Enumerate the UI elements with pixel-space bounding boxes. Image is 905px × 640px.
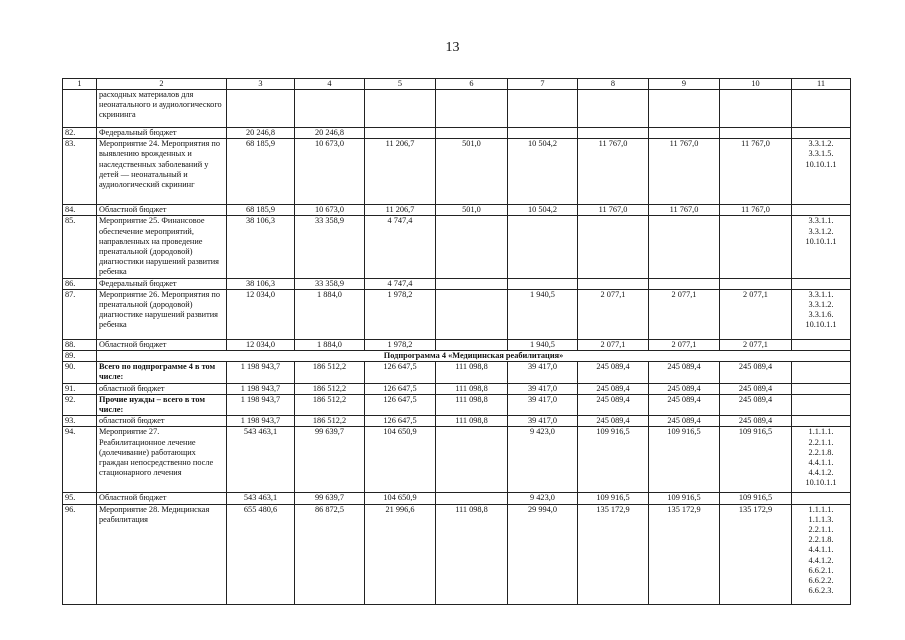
value-cell: 186 512,2 <box>295 394 365 415</box>
value-cell: 33 358,9 <box>295 278 365 289</box>
value-cell: 86 872,5 <box>295 504 365 604</box>
value-cell: 135 172,9 <box>578 504 649 604</box>
value-cell <box>436 278 508 289</box>
table-row <box>63 416 851 427</box>
row-number-cell: 92. <box>63 394 97 415</box>
code-item: 3.3.1.1. <box>808 216 834 226</box>
value-cell: 4 747,4 <box>365 278 436 289</box>
row-number-cell: 86. <box>63 278 97 289</box>
value-cell: 10 504,2 <box>508 139 578 205</box>
value-cell: 1 198 943,7 <box>227 416 295 427</box>
code-item: 1.1.1.1. <box>808 427 834 437</box>
value-cell: 245 089,4 <box>649 416 720 427</box>
codes-cell <box>792 139 851 205</box>
row-name-cell: Областной бюджет <box>97 339 227 350</box>
value-cell <box>720 216 792 278</box>
code-item: 10.10.1.1 <box>805 236 837 246</box>
value-cell: 1 978,2 <box>365 289 436 339</box>
value-cell: 655 480,6 <box>227 504 295 604</box>
value-cell <box>436 90 508 128</box>
value-cell: 109 916,5 <box>720 493 792 504</box>
table-row <box>63 493 851 504</box>
row-name-cell: Областной бюджет <box>97 205 227 216</box>
value-cell: 9 423,0 <box>508 427 578 493</box>
header-cell: 6 <box>436 79 508 90</box>
value-cell <box>436 128 508 139</box>
value-cell: 104 650,9 <box>365 493 436 504</box>
value-cell: 111 098,8 <box>436 362 508 383</box>
value-cell <box>436 339 508 350</box>
value-cell: 2 077,1 <box>649 339 720 350</box>
row-name-cell: областной бюджет <box>97 383 227 394</box>
value-cell: 2 077,1 <box>720 339 792 350</box>
value-cell: 109 916,5 <box>720 427 792 493</box>
value-cell <box>649 216 720 278</box>
value-cell <box>720 278 792 289</box>
value-cell: 38 106,3 <box>227 216 295 278</box>
table-row <box>63 504 851 604</box>
value-cell: 111 098,8 <box>436 416 508 427</box>
code-item: 2.2.1.1. <box>808 525 834 535</box>
row-number-cell: 82. <box>63 128 97 139</box>
value-cell: 186 512,2 <box>295 383 365 394</box>
code-item: 2.2.1.8. <box>808 447 834 457</box>
value-cell <box>649 90 720 128</box>
codes-cell <box>792 205 851 216</box>
value-cell <box>649 128 720 139</box>
code-item: 3.3.1.2. <box>808 300 834 310</box>
header-cell: 5 <box>365 79 436 90</box>
value-cell: 126 647,5 <box>365 416 436 427</box>
code-item: 2.2.1.1. <box>808 437 834 447</box>
section-title: Подпрограмма 4 «Медицинская реабилитация» <box>97 351 851 362</box>
table-row <box>63 139 851 205</box>
value-cell: 1 198 943,7 <box>227 394 295 415</box>
value-cell: 1 940,5 <box>508 289 578 339</box>
value-cell: 245 089,4 <box>578 383 649 394</box>
header-cell: 4 <box>295 79 365 90</box>
value-cell <box>720 128 792 139</box>
row-name-cell: Всего по подпрограмме 4 в том числе: <box>97 362 227 383</box>
row-number-cell: 91. <box>63 383 97 394</box>
value-cell: 21 996,6 <box>365 504 436 604</box>
table-row <box>63 394 851 415</box>
value-cell: 109 916,5 <box>649 427 720 493</box>
header-cell: 9 <box>649 79 720 90</box>
value-cell: 501,0 <box>436 205 508 216</box>
value-cell <box>436 493 508 504</box>
value-cell: 111 098,8 <box>436 383 508 394</box>
codes-cell <box>792 289 851 339</box>
row-name-cell: Мероприятие 26. Мероприятия по пренатальной (дородовой) диагностике нарушений развития ребенка <box>97 289 227 339</box>
value-cell: 104 650,9 <box>365 427 436 493</box>
value-cell: 1 198 943,7 <box>227 383 295 394</box>
value-cell: 39 417,0 <box>508 383 578 394</box>
code-item: 1.1.1.1. <box>808 504 834 514</box>
value-cell: 126 647,5 <box>365 362 436 383</box>
value-cell: 1 884,0 <box>295 339 365 350</box>
header-cell: 3 <box>227 79 295 90</box>
value-cell: 126 647,5 <box>365 394 436 415</box>
table-row <box>63 216 851 278</box>
value-cell: 1 198 943,7 <box>227 362 295 383</box>
value-cell: 33 358,9 <box>295 216 365 278</box>
value-cell: 68 185,9 <box>227 205 295 216</box>
value-cell: 109 916,5 <box>578 493 649 504</box>
value-cell: 245 089,4 <box>720 416 792 427</box>
value-cell: 2 077,1 <box>649 289 720 339</box>
table-row <box>63 427 851 493</box>
row-name-cell: Прочие нужды – всего в том числе: <box>97 394 227 415</box>
value-cell: 109 916,5 <box>649 493 720 504</box>
value-cell: 501,0 <box>436 139 508 205</box>
row-number-cell: 87. <box>63 289 97 339</box>
row-number-cell: 96. <box>63 504 97 604</box>
table-row <box>63 90 851 128</box>
value-cell <box>436 289 508 339</box>
row-name-cell: Федеральный бюджет <box>97 278 227 289</box>
codes-cell <box>792 362 851 383</box>
value-cell: 111 098,8 <box>436 504 508 604</box>
codes-cell <box>792 216 851 278</box>
value-cell: 245 089,4 <box>649 394 720 415</box>
value-cell: 11 767,0 <box>578 205 649 216</box>
code-item: 1.1.1.3. <box>808 514 834 524</box>
table-row <box>63 351 851 362</box>
value-cell: 10 673,0 <box>295 205 365 216</box>
codes-cell <box>792 339 851 350</box>
row-name-cell: Мероприятие 27. Реабилитационное лечение (долечивание) работающих граждан непосредственно после стационарного лечения <box>97 427 227 493</box>
value-cell: 2 077,1 <box>578 339 649 350</box>
header-cell: 2 <box>97 79 227 90</box>
value-cell <box>578 278 649 289</box>
value-cell: 38 106,3 <box>227 278 295 289</box>
code-item: 10.10.1.1 <box>805 159 837 169</box>
row-number-cell: 95. <box>63 493 97 504</box>
value-cell: 245 089,4 <box>649 383 720 394</box>
value-cell: 11 767,0 <box>720 205 792 216</box>
value-cell: 245 089,4 <box>720 383 792 394</box>
table-row <box>63 383 851 394</box>
value-cell: 4 747,4 <box>365 216 436 278</box>
value-cell <box>227 90 295 128</box>
program-table <box>62 78 851 605</box>
value-cell: 11 767,0 <box>720 139 792 205</box>
row-name-cell: Мероприятие 24. Мероприятия по выявлению врожденных и наследственных заболеваний у детей — неонатальный и аудиологический скрининг <box>97 139 227 205</box>
code-item: 6.6.2.2. <box>808 576 834 586</box>
code-item: 4.4.1.2. <box>808 468 834 478</box>
value-cell <box>578 128 649 139</box>
value-cell: 10 673,0 <box>295 139 365 205</box>
value-cell: 245 089,4 <box>720 394 792 415</box>
value-cell: 135 172,9 <box>649 504 720 604</box>
code-item: 3.3.1.2. <box>808 226 834 236</box>
value-cell: 29 994,0 <box>508 504 578 604</box>
header-cell: 10 <box>720 79 792 90</box>
value-cell: 543 463,1 <box>227 427 295 493</box>
code-item: 10.10.1.1 <box>805 320 837 330</box>
value-cell <box>578 90 649 128</box>
value-cell: 186 512,2 <box>295 362 365 383</box>
value-cell <box>578 216 649 278</box>
code-item: 3.3.1.5. <box>808 149 834 159</box>
value-cell: 1 940,5 <box>508 339 578 350</box>
value-cell <box>365 90 436 128</box>
value-cell <box>436 427 508 493</box>
value-cell: 2 077,1 <box>720 289 792 339</box>
value-cell: 39 417,0 <box>508 416 578 427</box>
codes-cell <box>792 278 851 289</box>
value-cell: 126 647,5 <box>365 383 436 394</box>
value-cell <box>720 90 792 128</box>
header-cell: 11 <box>792 79 851 90</box>
value-cell <box>295 90 365 128</box>
table-row <box>63 205 851 216</box>
header-cell: 8 <box>578 79 649 90</box>
value-cell: 245 089,4 <box>578 416 649 427</box>
row-name-cell: расходных материалов для неонатального и аудиологического скрининга <box>97 90 227 128</box>
value-cell: 186 512,2 <box>295 416 365 427</box>
codes-cell <box>792 493 851 504</box>
row-number-cell: 89. <box>63 351 97 362</box>
value-cell: 11 206,7 <box>365 139 436 205</box>
value-cell <box>436 216 508 278</box>
codes-cell <box>792 427 851 493</box>
value-cell: 1 978,2 <box>365 339 436 350</box>
value-cell: 12 034,0 <box>227 339 295 350</box>
table-row <box>63 339 851 350</box>
row-number-cell: 94. <box>63 427 97 493</box>
code-item: 4.4.1.1. <box>808 545 834 555</box>
value-cell: 543 463,1 <box>227 493 295 504</box>
value-cell: 245 089,4 <box>720 362 792 383</box>
value-cell: 9 423,0 <box>508 493 578 504</box>
value-cell: 111 098,8 <box>436 394 508 415</box>
codes-cell <box>792 394 851 415</box>
code-item: 10.10.1.1 <box>805 478 837 488</box>
codes-cell <box>792 90 851 128</box>
value-cell <box>508 128 578 139</box>
value-cell <box>508 90 578 128</box>
value-cell <box>508 278 578 289</box>
code-item: 3.3.1.6. <box>808 310 834 320</box>
code-item: 4.4.1.2. <box>808 555 834 565</box>
row-name-cell: Федеральный бюджет <box>97 128 227 139</box>
row-number-cell: 83. <box>63 139 97 205</box>
code-item: 3.3.1.2. <box>808 139 834 149</box>
header-cell: 1 <box>63 79 97 90</box>
value-cell <box>365 128 436 139</box>
value-cell: 20 246,8 <box>227 128 295 139</box>
code-item: 6.6.2.1. <box>808 565 834 575</box>
value-cell: 1 884,0 <box>295 289 365 339</box>
codes-cell <box>792 128 851 139</box>
codes-cell <box>792 504 851 604</box>
row-name-cell: Мероприятие 25. Финансовое обеспечение мероприятий, направленных на проведение пренатальной (дородовой) диагностики нарушений развития ребенка <box>97 216 227 278</box>
value-cell <box>649 278 720 289</box>
code-item: 6.6.2.3. <box>808 586 834 596</box>
row-number-cell: 84. <box>63 205 97 216</box>
value-cell: 245 089,4 <box>649 362 720 383</box>
table-row <box>63 128 851 139</box>
row-number-cell: 93. <box>63 416 97 427</box>
value-cell: 2 077,1 <box>578 289 649 339</box>
table-header-row <box>63 79 851 90</box>
value-cell: 245 089,4 <box>578 362 649 383</box>
value-cell: 11 206,7 <box>365 205 436 216</box>
row-number-cell: 90. <box>63 362 97 383</box>
code-item: 2.2.1.8. <box>808 535 834 545</box>
value-cell: 39 417,0 <box>508 394 578 415</box>
value-cell: 109 916,5 <box>578 427 649 493</box>
value-cell: 99 639,7 <box>295 427 365 493</box>
value-cell: 10 504,2 <box>508 205 578 216</box>
value-cell: 39 417,0 <box>508 362 578 383</box>
value-cell: 11 767,0 <box>649 139 720 205</box>
value-cell: 20 246,8 <box>295 128 365 139</box>
code-item: 4.4.1.1. <box>808 458 834 468</box>
value-cell: 11 767,0 <box>578 139 649 205</box>
value-cell: 12 034,0 <box>227 289 295 339</box>
row-number-cell <box>63 90 97 128</box>
table-row <box>63 278 851 289</box>
value-cell: 11 767,0 <box>649 205 720 216</box>
table-row <box>63 362 851 383</box>
value-cell: 245 089,4 <box>578 394 649 415</box>
row-name-cell: областной бюджет <box>97 416 227 427</box>
codes-cell <box>792 416 851 427</box>
value-cell: 135 172,9 <box>720 504 792 604</box>
value-cell <box>508 216 578 278</box>
value-cell: 68 185,9 <box>227 139 295 205</box>
row-name-cell: Мероприятие 28. Медицинская реабилитация <box>97 504 227 604</box>
header-cell: 7 <box>508 79 578 90</box>
table-row <box>63 289 851 339</box>
codes-cell <box>792 383 851 394</box>
row-name-cell: Областной бюджет <box>97 493 227 504</box>
code-item: 3.3.1.1. <box>808 289 834 299</box>
row-number-cell: 85. <box>63 216 97 278</box>
row-number-cell: 88. <box>63 339 97 350</box>
page-number: 13 <box>445 40 460 55</box>
value-cell: 99 639,7 <box>295 493 365 504</box>
